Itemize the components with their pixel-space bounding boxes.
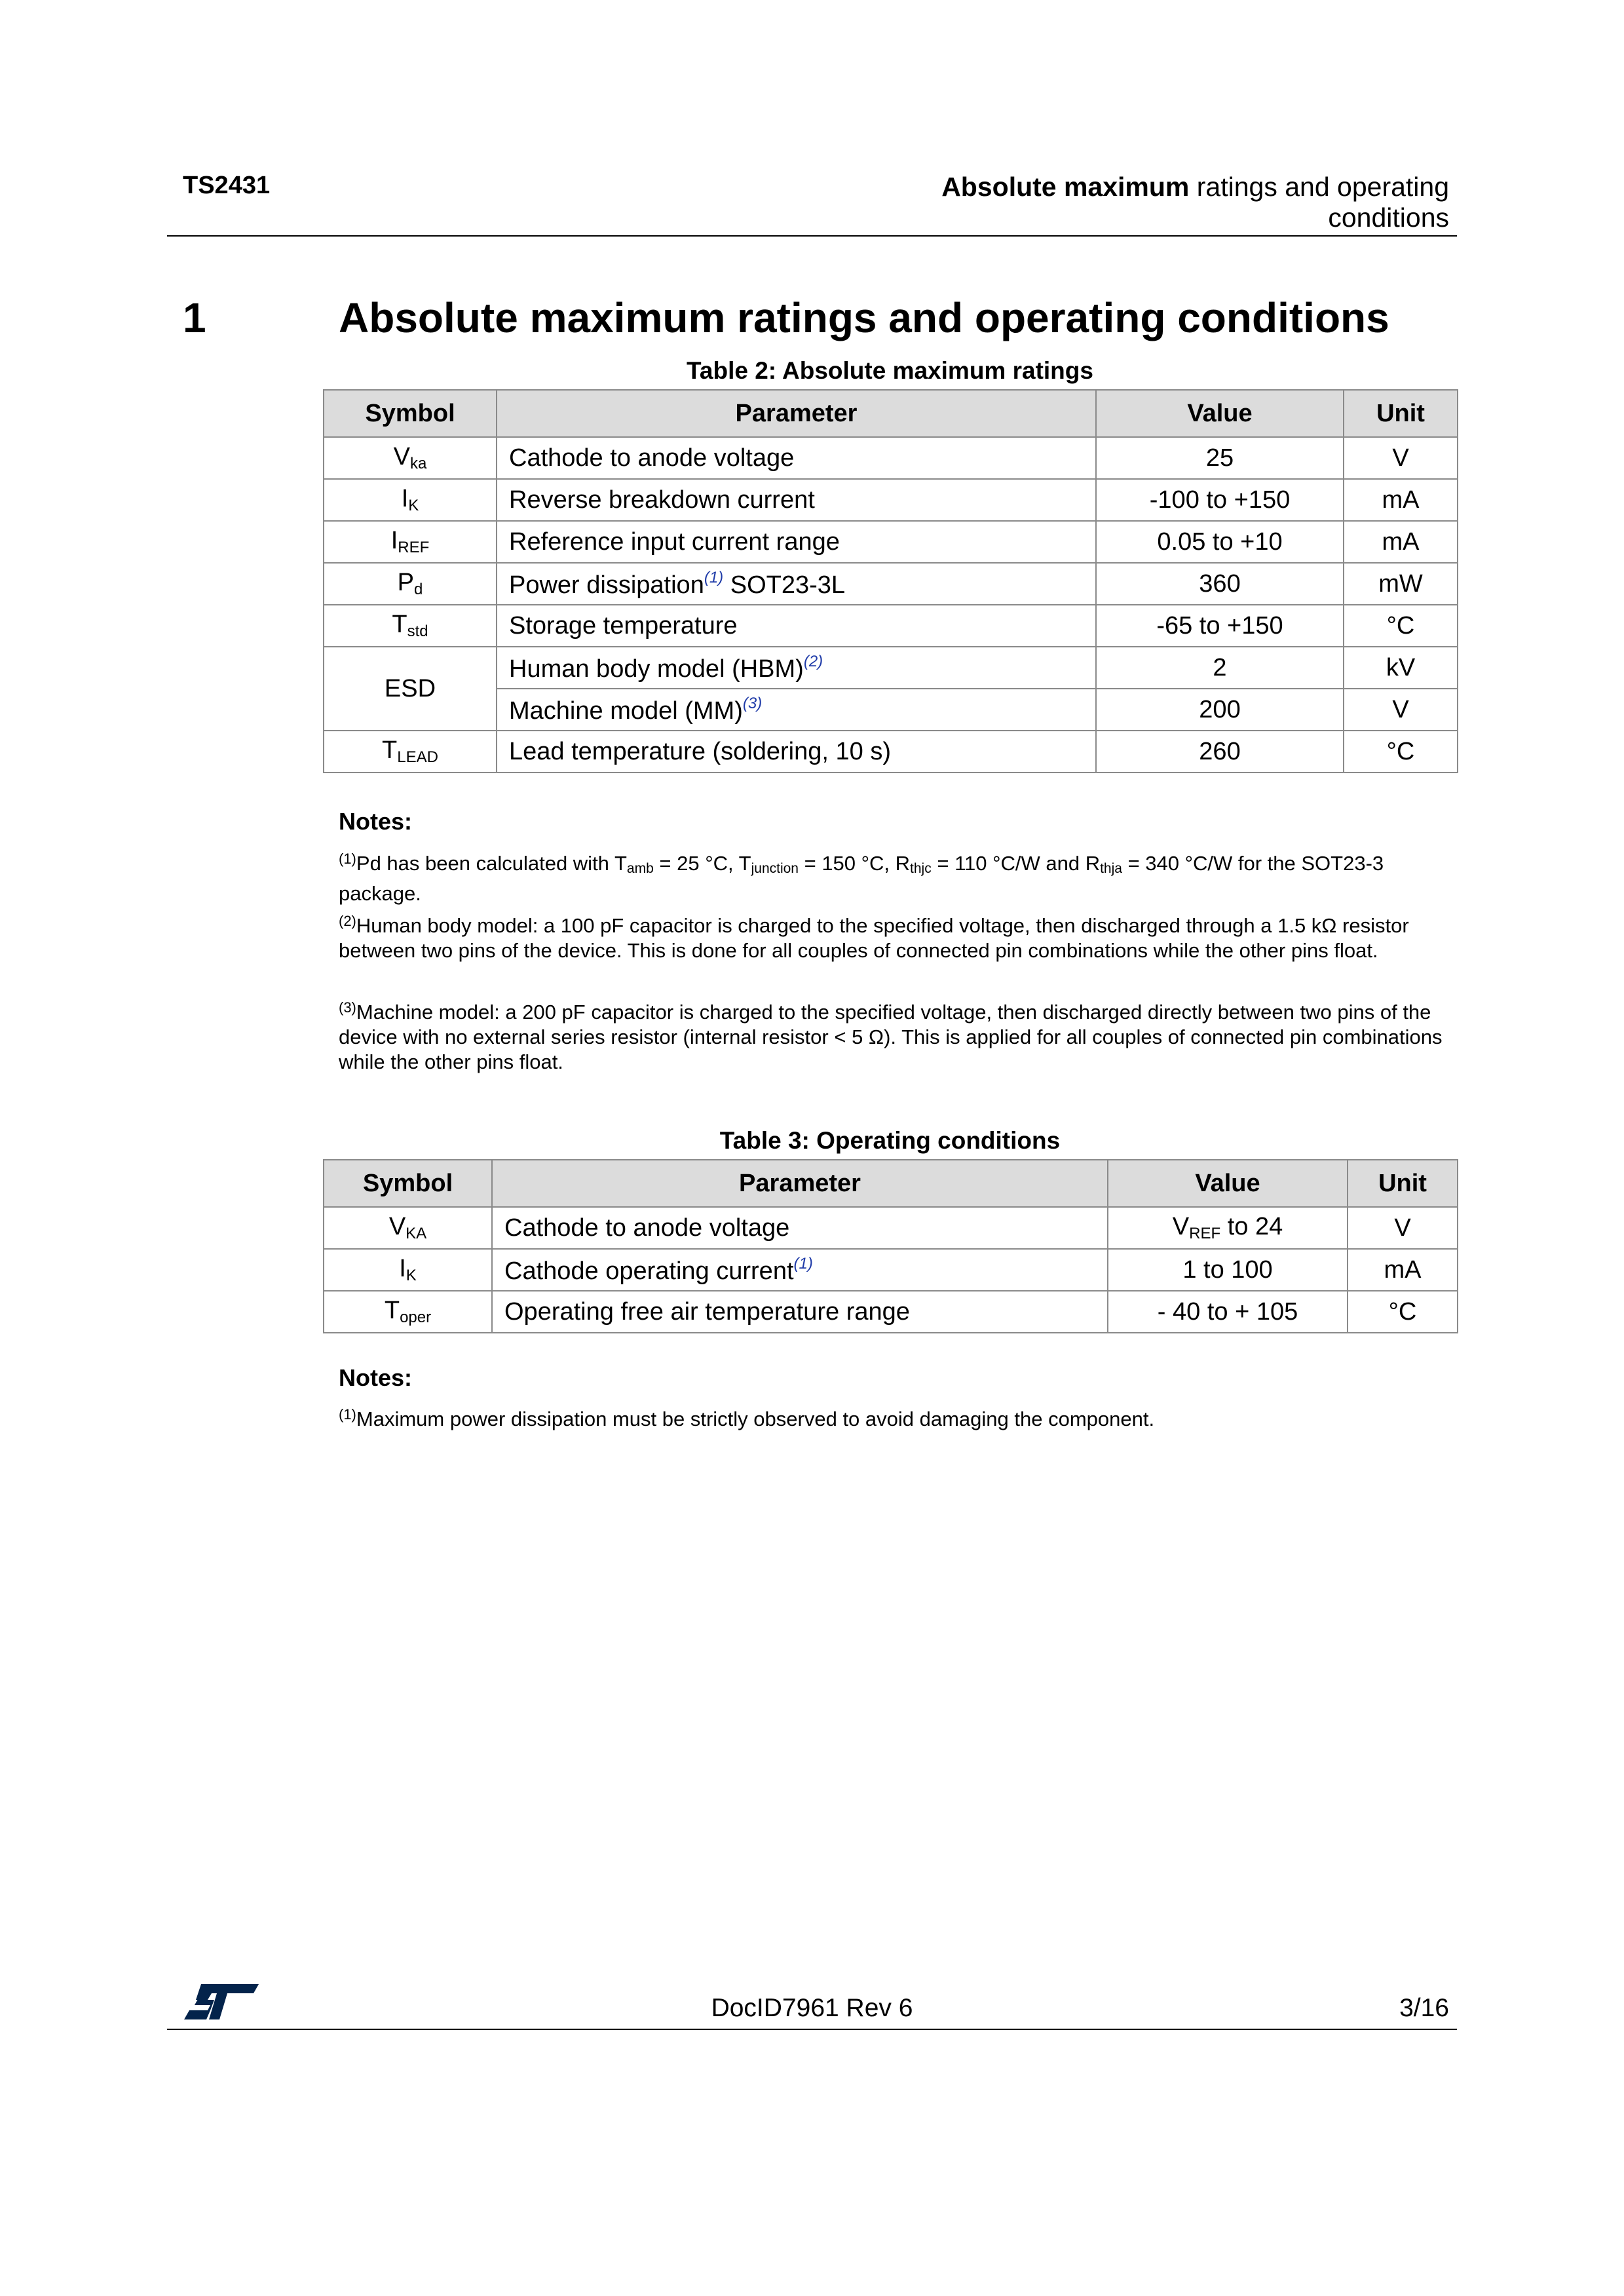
table-row xyxy=(324,521,1458,563)
table3-note-1: $^{(1)}$Maximum power dissipation must be strictly observed to avoid damaging the component. xyxy=(339,1406,1155,1430)
table-row xyxy=(324,1291,1458,1333)
section-number: 1 xyxy=(183,294,206,341)
footnote-link[interactable]: (3) xyxy=(742,694,763,712)
table2-note-1: $^{(1)}$Pd has been calculated with $T_{amb} = 25$ °C, $T_{junction} = 150$ °C, $R_{thjc} = 110$ °C/W and $R_{thja} = 340$ °C/W for the SOT23-3 package. xyxy=(339,851,1384,905)
unit-cell: mA xyxy=(1348,1249,1458,1291)
value-cell: - 40 to + 105 xyxy=(1108,1291,1348,1333)
parameter-cell: Cathode to anode voltage xyxy=(497,437,1096,479)
table3-caption: Table 3: Operating conditions xyxy=(719,1127,1061,1154)
unit-cell: V xyxy=(1344,689,1458,731)
col-value: Value xyxy=(1096,390,1344,437)
unit-cell: kV xyxy=(1344,647,1458,689)
symbol-cell: $T_{LEAD}$ xyxy=(324,731,497,773)
footnote-link[interactable]: (2) xyxy=(803,652,823,670)
footnote-link[interactable]: (1) xyxy=(793,1254,813,1272)
unit-cell: °C xyxy=(1344,605,1458,647)
symbol-cell: $I_K$ xyxy=(324,479,497,521)
value-cell: -65 to +150 xyxy=(1096,605,1344,647)
parameter-cell: Reference input current range xyxy=(497,521,1096,563)
parameter-cell: Power dissipation$^{(1)}$ SOT23-3L xyxy=(497,563,1096,605)
table2-caption: Table 2: Absolute maximum ratings xyxy=(687,357,1093,384)
value-cell: 25 xyxy=(1096,437,1344,479)
symbol-cell: $P_d$ xyxy=(324,563,497,605)
footnote-link[interactable]: (1) xyxy=(704,568,724,586)
table2-note-3: $^{(3)}$Machine model: a 200 pF capacitor is charged to the specified voltage, then discharged directly between two pins of the device with no external series resistor (internal resistor < 5 Ω). This is applied for all couples of connected pin combinations while the other pins float. xyxy=(339,999,1443,1073)
parameter-cell: Cathode to anode voltage xyxy=(492,1207,1108,1249)
symbol-cell: $V_{ka}$ xyxy=(324,437,497,479)
operating-conditions-table xyxy=(323,1159,1458,1333)
value-cell: 260 xyxy=(1096,731,1344,773)
unit-cell: mA xyxy=(1344,479,1458,521)
col-parameter: Parameter xyxy=(497,390,1096,437)
value-cell: $V_{REF}$ to 24 xyxy=(1108,1207,1348,1249)
table-row xyxy=(324,605,1458,647)
parameter-cell: Storage temperature xyxy=(497,605,1096,647)
table-row xyxy=(324,1207,1458,1249)
table-row xyxy=(324,479,1458,521)
value-cell: 1 to 100 xyxy=(1108,1249,1348,1291)
parameter-cell: Human body model (HBM)$^{(2)}$ xyxy=(497,647,1096,689)
product-name: TS2431 xyxy=(183,172,271,199)
value-cell: 0.05 to +10 xyxy=(1096,521,1344,563)
parameter-cell: Lead temperature (soldering, 10 s) xyxy=(497,731,1096,773)
unit-cell: V xyxy=(1348,1207,1458,1249)
table2-note-2: $^{(2)}$Human body model: a 100 pF capacitor is charged to the specified voltage, then discharged through a 1.5 kΩ resistor between two pins of the device. This is done for all couples of connected pin combinations while the other pins float. xyxy=(339,913,1409,962)
running-header-bold: Absolute maximum xyxy=(941,172,1190,202)
running-header-title xyxy=(859,172,1449,233)
value-cell: 360 xyxy=(1096,563,1344,605)
col-symbol: Symbol xyxy=(324,1160,492,1207)
parameter-cell: Cathode operating current$^{(1)}$ xyxy=(492,1249,1108,1291)
table2-notes-heading: Notes: xyxy=(339,808,413,835)
symbol-cell: $V_{KA}$ xyxy=(324,1207,492,1249)
header-rule xyxy=(167,235,1457,237)
page-number: 3/16 xyxy=(1399,1994,1449,2022)
footer-doc-id: DocID7961 Rev 6 xyxy=(711,1994,913,2022)
table-row xyxy=(324,1249,1458,1291)
col-unit: Unit xyxy=(1344,390,1458,437)
col-value: Value xyxy=(1108,1160,1348,1207)
running-header-rest: ratings and operating xyxy=(1189,172,1449,202)
parameter-cell: Operating free air temperature range xyxy=(492,1291,1108,1333)
parameter-cell: Machine model (MM)$^{(3)}$ xyxy=(497,689,1096,731)
unit-cell: °C xyxy=(1348,1291,1458,1333)
symbol-cell: $I_K$ xyxy=(324,1249,492,1291)
symbol-cell: ESD xyxy=(324,647,497,731)
table-row xyxy=(324,563,1458,605)
table3-notes-heading: Notes: xyxy=(339,1364,413,1391)
table-row xyxy=(324,437,1458,479)
unit-cell: mA xyxy=(1344,521,1458,563)
footer-rule xyxy=(167,2029,1457,2030)
table-header-row xyxy=(324,1160,1458,1207)
unit-cell: °C xyxy=(1344,731,1458,773)
table-row xyxy=(324,731,1458,773)
value-cell: -100 to +150 xyxy=(1096,479,1344,521)
col-symbol: Symbol xyxy=(324,390,497,437)
value-cell: 2 xyxy=(1096,647,1344,689)
col-parameter: Parameter xyxy=(492,1160,1108,1207)
col-unit: Unit xyxy=(1348,1160,1458,1207)
symbol-cell: $T_{oper}$ xyxy=(324,1291,492,1333)
unit-cell: V xyxy=(1344,437,1458,479)
symbol-cell: $I_{REF}$ xyxy=(324,521,497,563)
running-header-line2: conditions xyxy=(1328,202,1449,233)
table-row xyxy=(324,647,1458,689)
unit-cell: mW xyxy=(1344,563,1458,605)
absolute-max-ratings-table xyxy=(323,389,1458,773)
table-header-row xyxy=(324,390,1458,437)
value-cell: 200 xyxy=(1096,689,1344,731)
parameter-cell: Reverse breakdown current xyxy=(497,479,1096,521)
section-title: Absolute maximum ratings and operating conditions xyxy=(339,294,1389,341)
symbol-cell: $T_{std}$ xyxy=(324,605,497,647)
